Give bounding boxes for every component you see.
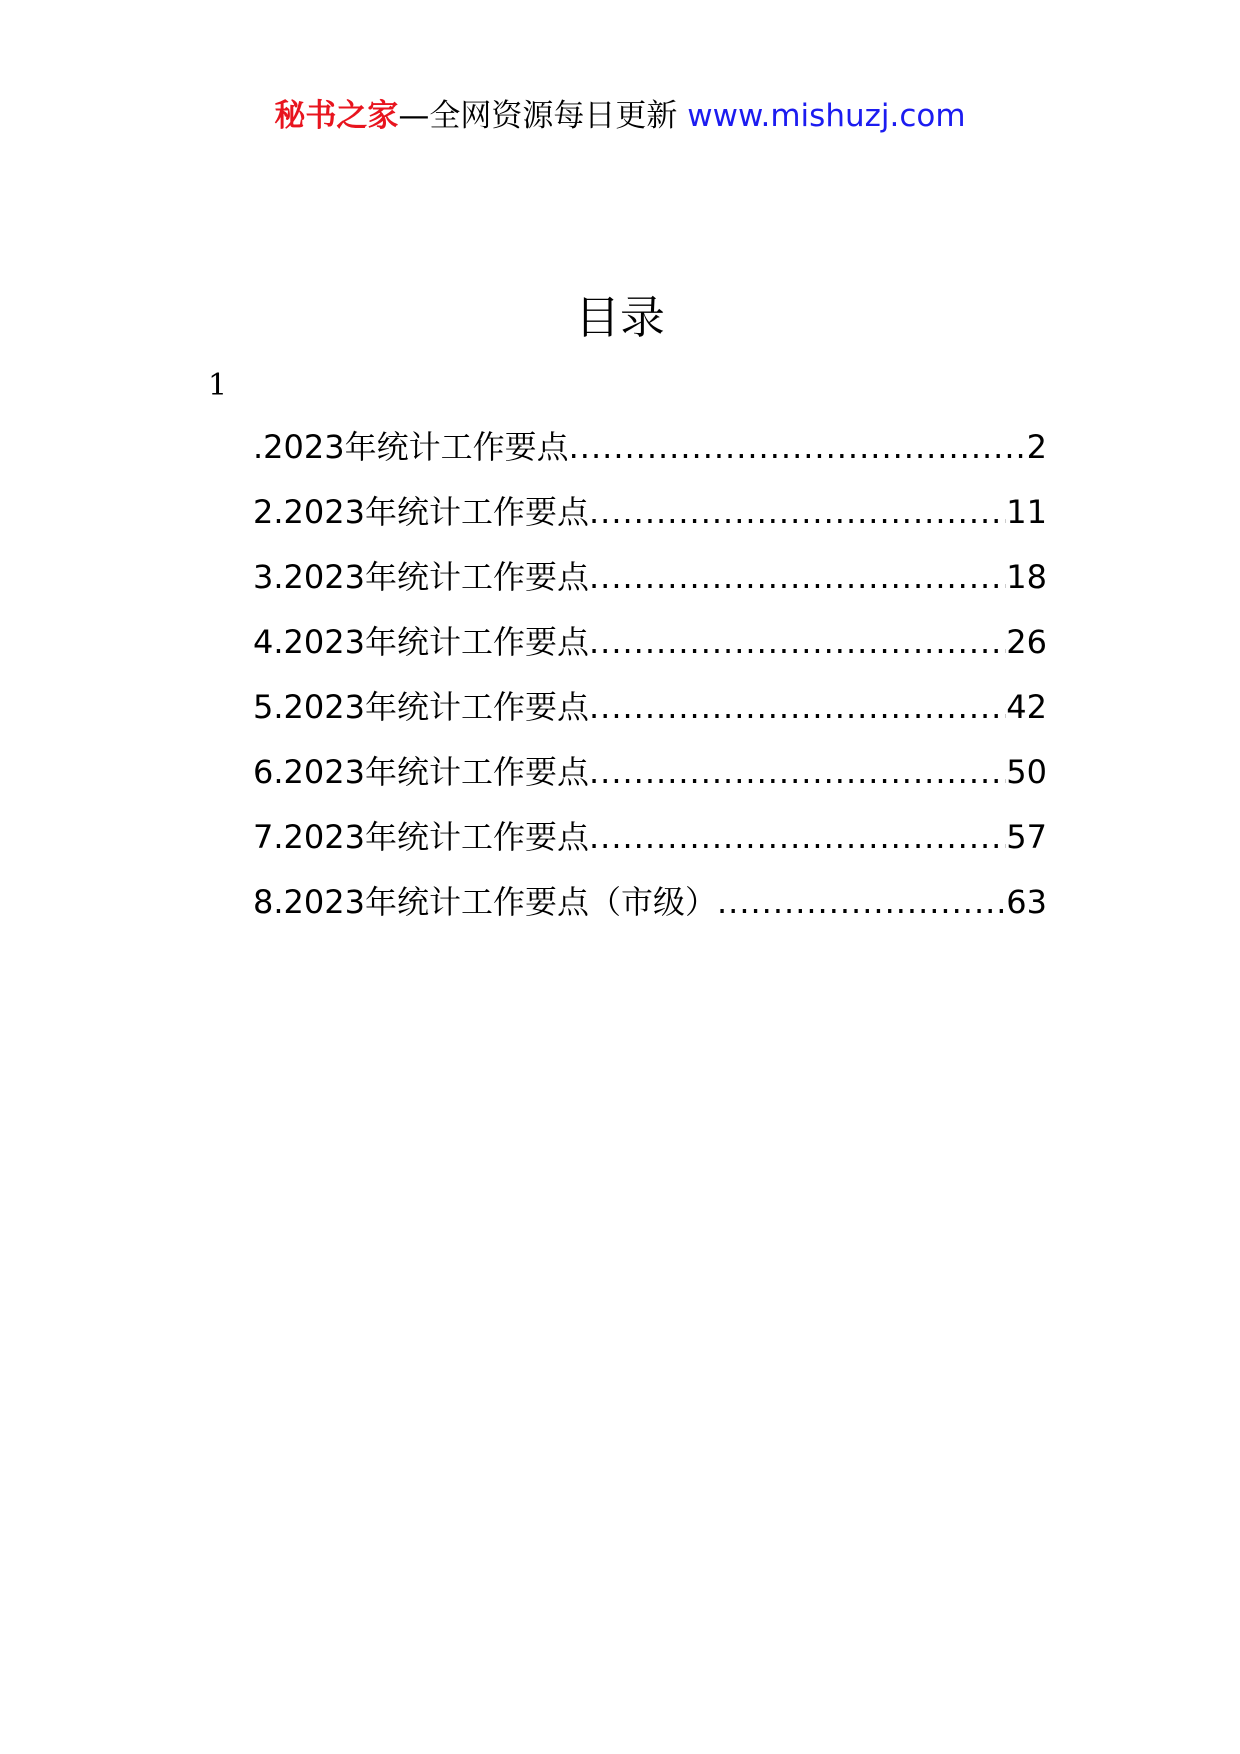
toc-dot-leader bbox=[589, 491, 1006, 533]
toc-entry-label: 4.2023年统计工作要点 bbox=[253, 623, 589, 661]
toc-entry-label: 3.2023年统计工作要点 bbox=[253, 558, 589, 596]
toc-entry-page: 63 bbox=[1006, 883, 1047, 921]
toc-entry-page: 26 bbox=[1006, 623, 1047, 661]
brand-name: 秘书之家 bbox=[274, 98, 399, 134]
table-of-contents bbox=[253, 426, 1047, 946]
toc-entry-page: 11 bbox=[1006, 493, 1047, 531]
header-tagline: —全网资源每日更新 bbox=[398, 98, 678, 134]
toc-entry-label: .2023年统计工作要点 bbox=[253, 428, 569, 466]
toc-title: 目录 bbox=[574, 291, 665, 344]
toc-dot-leader bbox=[589, 816, 1006, 858]
toc-entry[interactable] bbox=[253, 621, 1047, 686]
toc-dot-leader bbox=[589, 556, 1006, 598]
toc-entry-label: 6.2023年统计工作要点 bbox=[253, 753, 589, 791]
toc-entry-page: 18 bbox=[1006, 558, 1047, 596]
site-url-link[interactable]: www.mishuzj.com bbox=[687, 98, 966, 134]
toc-dot-leader bbox=[717, 881, 1006, 923]
toc-entry-label: 5.2023年统计工作要点 bbox=[253, 688, 589, 726]
toc-entry-label: 7.2023年统计工作要点 bbox=[253, 818, 589, 856]
toc-entry-page: 50 bbox=[1006, 753, 1047, 791]
toc-dot-leader bbox=[589, 686, 1006, 728]
page-header bbox=[0, 96, 1240, 136]
toc-entry-label: 8.2023年统计工作要点（市级） bbox=[253, 883, 717, 921]
toc-entry-page: 2 bbox=[1026, 428, 1047, 466]
toc-entry[interactable] bbox=[253, 881, 1047, 946]
toc-entry[interactable] bbox=[253, 751, 1047, 816]
toc-entry[interactable] bbox=[253, 556, 1047, 621]
toc-entry[interactable] bbox=[253, 491, 1047, 556]
toc-entry-page: 57 bbox=[1006, 818, 1047, 856]
toc-entry-label: 2.2023年统计工作要点 bbox=[253, 493, 589, 531]
toc-entry[interactable] bbox=[253, 686, 1047, 751]
toc-entry-page: 42 bbox=[1006, 688, 1047, 726]
toc-entry[interactable] bbox=[253, 816, 1047, 881]
toc-entry[interactable] bbox=[253, 426, 1047, 491]
toc-dot-leader bbox=[589, 751, 1006, 793]
page-marker: 1 bbox=[208, 368, 228, 403]
toc-dot-leader bbox=[569, 426, 1027, 468]
toc-dot-leader bbox=[589, 621, 1006, 663]
